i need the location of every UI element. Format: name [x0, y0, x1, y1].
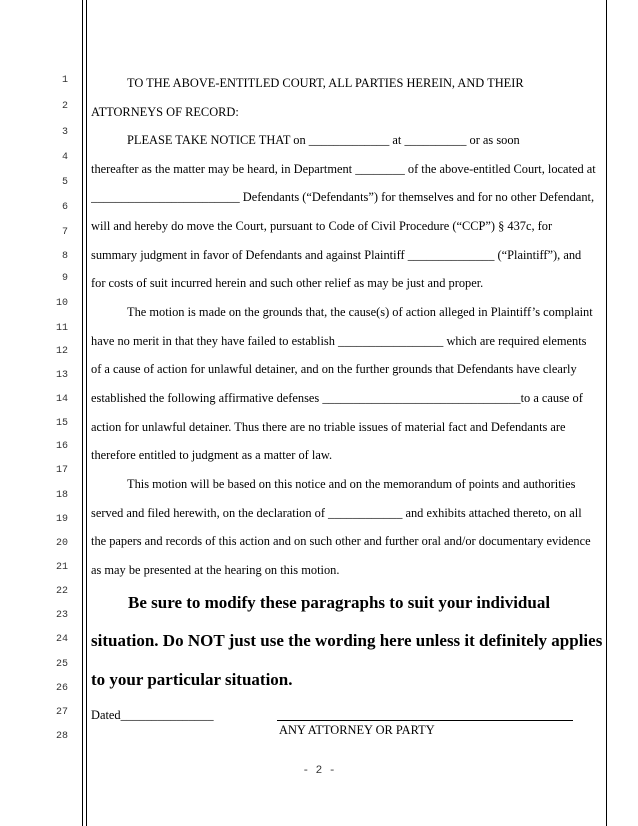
- page-number: - 2 -: [302, 765, 336, 777]
- line-number: 8: [61, 251, 68, 262]
- body-line: TO THE ABOVE-ENTITLED COURT, ALL PARTIES HEREIN, AND THEIR: [127, 76, 524, 90]
- body-line: ATTORNEYS OF RECORD:: [91, 105, 239, 119]
- line-number: 7: [61, 227, 68, 238]
- line-number: 5: [61, 177, 68, 188]
- line-number: 25: [55, 659, 68, 670]
- line-number: 4: [61, 152, 68, 163]
- line-number: 3: [61, 127, 68, 138]
- line-number: 17: [55, 465, 68, 476]
- line-number: 22: [55, 586, 68, 597]
- body-line: of a cause of action for unlawful detainer, and on the further grounds that Defendants have clearly: [91, 362, 577, 376]
- line-number: 24: [55, 634, 68, 645]
- signer-label: ANY ATTORNEY OR PARTY: [279, 723, 435, 737]
- body-line: will and hereby do move the Court, pursuant to Code of Civil Procedure (“CCP”) § 437c, for: [91, 219, 553, 233]
- body-line: thereafter as the matter may be heard, in Department ________ of the above-entitled Court, located at: [91, 162, 596, 176]
- line-number: 11: [55, 323, 68, 334]
- margin-rule-left-inner: [86, 0, 87, 826]
- body-line: as may be presented at the hearing on this motion.: [91, 563, 340, 577]
- body-line: summary judgment in favor of Defendants and against Plaintiff ______________ (“Plaintiff”), and: [91, 248, 582, 262]
- line-number: 9: [61, 273, 68, 284]
- line-number: 16: [55, 441, 68, 452]
- body-line: the papers and records of this action and on such other and further oral and/or documentary evidence: [91, 534, 591, 548]
- line-number: 6: [61, 202, 68, 213]
- line-number: 2: [61, 101, 68, 112]
- margin-rule-right: [606, 0, 607, 826]
- body-line: have no merit in that they have failed to establish _________________ which are required elements: [91, 334, 587, 348]
- line-number: 15: [55, 418, 68, 429]
- line-number: 23: [55, 610, 68, 621]
- body-line: established the following affirmative defenses ________________________________to a cause of: [91, 391, 583, 405]
- line-number: 27: [55, 707, 68, 718]
- line-number: 12: [55, 346, 68, 357]
- line-number: 28: [55, 731, 68, 742]
- body-line: action for unlawful detainer. Thus there are no triable issues of material fact and Defendants are: [91, 420, 566, 434]
- body-line: PLEASE TAKE NOTICE THAT on _____________ at __________ or as soon: [127, 133, 520, 147]
- dated-line: Dated_______________: [91, 708, 214, 722]
- body-line: served and filed herewith, on the declaration of ____________ and exhibits attached thereto, on all: [91, 506, 582, 520]
- line-number: 21: [55, 562, 68, 573]
- body-line: therefore entitled to judgment as a matter of law.: [91, 448, 333, 462]
- line-number: 13: [55, 370, 68, 381]
- line-number: 20: [55, 538, 68, 549]
- margin-rule-left-outer: [82, 0, 83, 826]
- line-number: 10: [55, 298, 68, 309]
- note-line: situation. Do NOT just use the wording here unless it definitely applies: [91, 631, 603, 650]
- body-line: The motion is made on the grounds that, the cause(s) of action alleged in Plaintiff’s complaint: [127, 305, 593, 319]
- line-number: 18: [55, 490, 68, 501]
- line-number: 26: [55, 683, 68, 694]
- body-line: ________________________ Defendants (“Defendants”) for themselves and for no other Defendant,: [91, 190, 595, 204]
- line-number: 19: [55, 514, 68, 525]
- note-line: Be sure to modify these paragraphs to suit your individual: [128, 593, 551, 612]
- body-line: This motion will be based on this notice and on the memorandum of points and authorities: [127, 477, 576, 491]
- body-line: for costs of suit incurred herein and such other relief as may be just and proper.: [91, 276, 484, 290]
- line-number: 1: [61, 75, 68, 86]
- line-number: 14: [55, 394, 68, 405]
- note-line: to your particular situation.: [91, 670, 293, 689]
- signature-rule: [277, 720, 573, 721]
